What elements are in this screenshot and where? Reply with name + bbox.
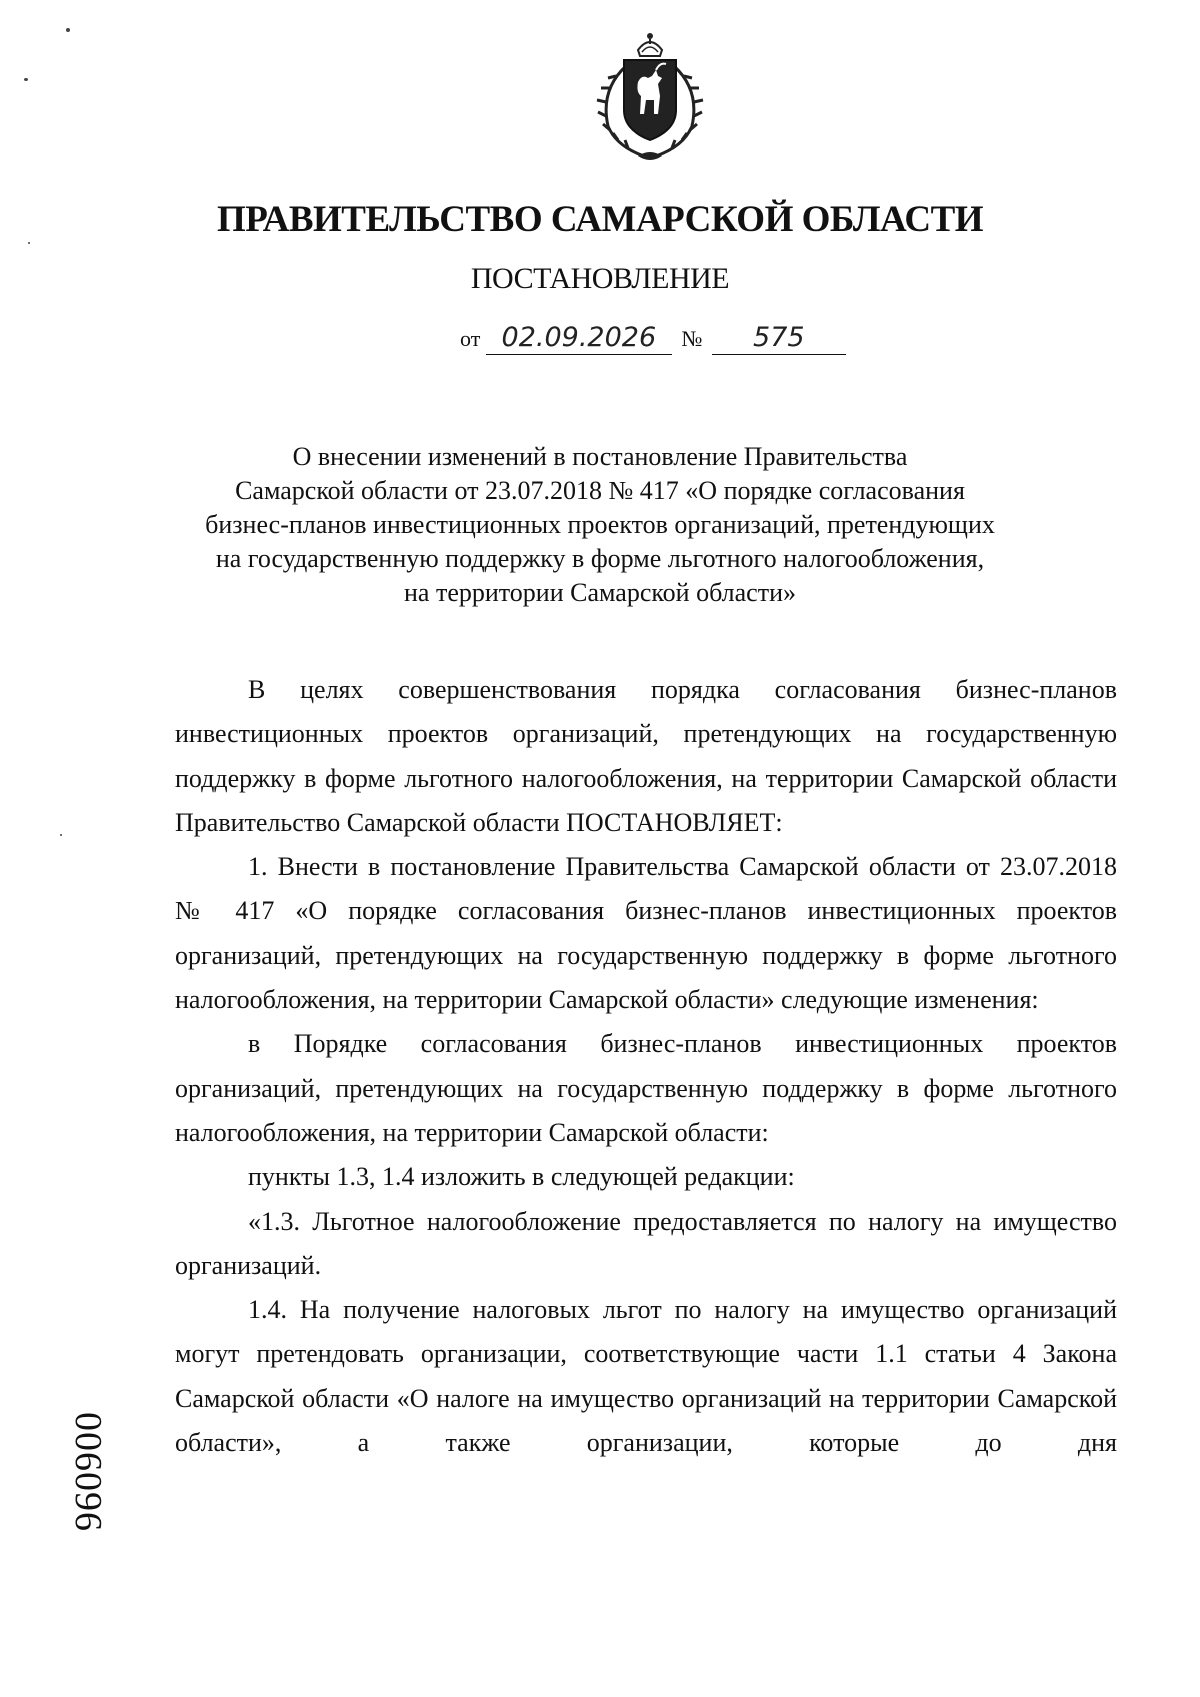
preamble-paragraph: В целях совершенствования порядка согласования бизнес-планов инвестиционных проектов организаций, претендующих на государственную поддержку в форме льготного налогообложения, на территории Самарской области Правительство Самарской области ПОСТАНОВЛЯЕТ: [175,675,1117,837]
organization-title: ПРАВИТЕЛЬСТВО САМАРСКОЙ ОБЛАСТИ [216,199,984,240]
scan-speck [60,834,62,836]
points-intro-paragraph: пункты 1.3, 1.4 изложить в следующей редакции: [248,1162,795,1192]
order-paragraph: в Порядке согласования бизнес-планов инвестиционных проектов организаций, претендующих на государственную поддержку в форме льготного налогообложения, на территории Самарской области: [175,1029,1117,1147]
scan-speck [66,28,70,32]
date-number-line [460,322,846,355]
document-number: 575 [712,322,846,355]
coat-of-arms-emblem [586,30,714,164]
document-date: 02.09.2026 [486,322,672,355]
side-registration-stamp: 006096 [67,1412,109,1532]
item-1-paragraph: 1. Внести в постановление Правительства Самарской области от 23.07.2018 № 417 «О порядке согласования бизнес-планов инвестиционных проектов организаций, претендующих на государственную поддержку в форме льготного налогообложения, на территории Самарской области» следующие изменения: [175,852,1117,1015]
date-prefix: от [460,326,481,351]
subject-line: Самарской области от 23.07.2018 № 417 «О порядке согласования [235,476,965,505]
subject-line: на государственную поддержку в форме льготного налогообложения, [215,544,985,573]
document-body [175,668,1117,1465]
point-1-3-paragraph: «1.3. Льготное налогообложение предоставляется по налогу на имущество организаций. [175,1206,1117,1280]
document-subject [150,440,1050,610]
scan-speck [28,242,30,244]
subject-line: О внесении изменений в постановление Правительства [292,442,908,471]
document-type: ПОСТАНОВЛЕНИЕ [470,262,730,295]
subject-line: на территории Самарской области» [404,578,796,607]
number-label: № [681,326,703,351]
subject-line: бизнес-планов инвестиционных проектов организаций, претендующих [205,510,995,539]
scan-speck [24,78,28,81]
point-1-4-paragraph: 1.4. На получение налоговых льгот по налогу на имущество организаций могут претендовать организации, соответствующие части 1.1 статьи 4 Закона Самарской области «О налоге на имущество организаций на территории Самарской области», а также организации, которые до дня [175,1295,1117,1458]
